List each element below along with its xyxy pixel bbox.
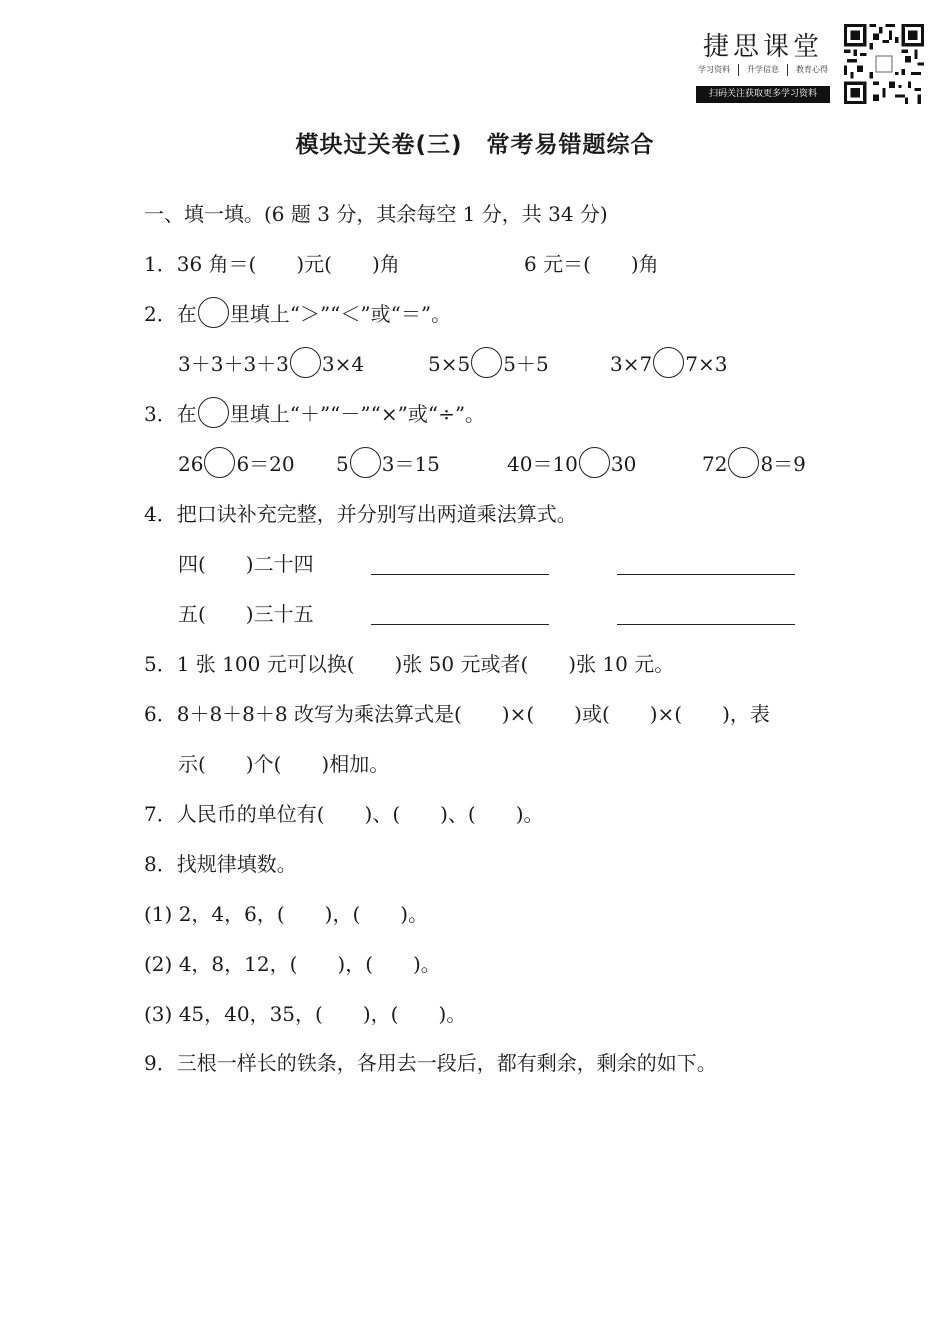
mnemonic-row-1: 四( )二十四 <box>178 552 314 576</box>
question-8: 8．找规律填数。 <box>144 852 297 876</box>
answer-circle[interactable] <box>198 397 229 428</box>
answer-circle[interactable] <box>579 447 610 478</box>
answer-circle[interactable] <box>204 447 235 478</box>
question-2-prefix: 2．在 <box>144 302 197 326</box>
expr-right: 8＝9 <box>760 452 806 476</box>
mnemonic-row-2: 五( )三十五 <box>178 602 314 626</box>
answer-circle[interactable] <box>198 297 229 328</box>
question-3 <box>144 400 485 428</box>
operator-expr-1 <box>178 450 295 478</box>
scan-banner: 扫码关注获取更多学习资料 <box>696 86 830 103</box>
answer-circle[interactable] <box>653 347 684 378</box>
question-1b: 6 元＝( )角 <box>524 252 659 276</box>
brand-logo <box>696 26 830 106</box>
brand-tag: 教育心得 <box>796 65 828 74</box>
expr-right: 7×3 <box>685 352 728 376</box>
compare-expr-1 <box>178 350 364 378</box>
question-1a: 1．36 角＝( )元( )角 <box>144 252 400 276</box>
operator-expr-3 <box>507 450 636 478</box>
tag-divider <box>787 64 788 76</box>
expr-left: 3×7 <box>610 352 653 376</box>
answer-line[interactable] <box>617 624 795 625</box>
answer-circle[interactable] <box>728 447 759 478</box>
section-heading: 一、填一填。(6 题 3 分，其余每空 1 分，共 34 分) <box>144 202 608 226</box>
question-5: 5．1 张 100 元可以换( )张 50 元或者( )张 10 元。 <box>144 652 675 676</box>
operator-expr-4 <box>702 450 806 478</box>
question-6-line-2: 示( )个( )相加。 <box>178 752 390 776</box>
expr-left: 5×5 <box>428 352 471 376</box>
question-2 <box>144 300 451 328</box>
sequence-1: (1) 2，4，6，( )，( )。 <box>144 902 429 926</box>
answer-circle[interactable] <box>350 447 381 478</box>
expr-right: 5＋5 <box>503 352 549 376</box>
question-9: 9．三根一样长的铁条，各用去一段后，都有剩余，剩余的如下。 <box>144 1051 717 1075</box>
expr-right: 6＝20 <box>236 452 295 476</box>
expr-right: 30 <box>610 452 637 476</box>
question-7: 7．人民币的单位有( )、( )、( )。 <box>144 802 544 826</box>
question-2-suffix: 里填上“＞”“＜”或“＝”。 <box>229 302 452 326</box>
answer-circle[interactable] <box>471 347 502 378</box>
question-6-line-1: 6．8＋8＋8＋8 改写为乘法算式是( )×( )或( )×( )，表 <box>144 702 770 726</box>
sequence-3: (3) 45，40，35，( )，( )。 <box>144 1002 467 1026</box>
qr-code-icon <box>844 24 924 104</box>
operator-expr-2 <box>336 450 440 478</box>
expr-right: 3×4 <box>321 352 365 376</box>
answer-line[interactable] <box>617 574 795 575</box>
question-3-prefix: 3．在 <box>144 402 197 426</box>
brand-tag: 学习资料 <box>698 65 730 74</box>
brand-tag: 升学信息 <box>747 65 779 74</box>
answer-line[interactable] <box>371 574 549 575</box>
expr-left: 40＝10 <box>507 452 578 476</box>
expr-right: 3＝15 <box>381 452 440 476</box>
expr-left: 72 <box>702 452 728 476</box>
tag-divider <box>738 64 739 76</box>
brand-name: 捷思课堂 <box>702 32 823 62</box>
expr-left: 5 <box>336 452 349 476</box>
answer-line[interactable] <box>371 624 549 625</box>
brand-tags <box>696 64 830 76</box>
question-4: 4．把口诀补充完整，并分别写出两道乘法算式。 <box>144 502 577 526</box>
page-title: 模块过关卷(三) 常考易错题综合 <box>295 132 655 158</box>
sequence-2: (2) 4，8，12，( )，( )。 <box>144 952 441 976</box>
answer-circle[interactable] <box>290 347 321 378</box>
compare-expr-2 <box>428 350 549 378</box>
expr-left: 3＋3＋3＋3 <box>178 352 289 376</box>
question-3-suffix: 里填上“＋”“－”“×”或“÷”。 <box>229 402 486 426</box>
expr-left: 26 <box>178 452 204 476</box>
compare-expr-3 <box>610 350 727 378</box>
